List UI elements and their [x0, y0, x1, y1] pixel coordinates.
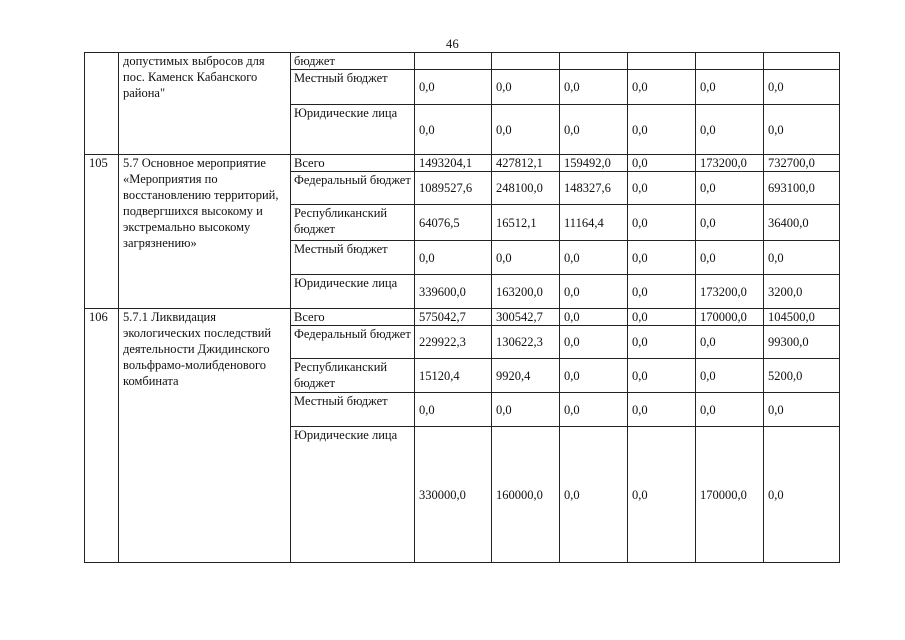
amount-cell: 339600,0 [415, 275, 492, 309]
amount-cell: 0,0 [560, 326, 628, 359]
measure-name: 5.7 Основное мероприятие «Мероприятия по восстановлению территорий, подвергшихся высокому и экстремально высокому загрязнению» [119, 155, 291, 309]
funding-source-label: Всего [291, 309, 415, 326]
amount-cell: 0,0 [628, 275, 696, 309]
funding-source-label: бюджет [291, 53, 415, 70]
amount-cell: 0,0 [764, 427, 840, 563]
amount-cell: 16512,1 [492, 205, 560, 241]
amount-cell: 173200,0 [696, 155, 764, 172]
amount-cell: 1089527,6 [415, 172, 492, 205]
table-row [85, 53, 840, 70]
amount-cell: 248100,0 [492, 172, 560, 205]
amount-cell: 170000,0 [696, 309, 764, 326]
row-index [85, 53, 119, 155]
amount-cell: 3200,0 [764, 275, 840, 309]
amount-cell: 0,0 [560, 241, 628, 275]
amount-cell: 732700,0 [764, 155, 840, 172]
funding-source-label: Всего [291, 155, 415, 172]
amount-cell: 229922,3 [415, 326, 492, 359]
funding-source-label: Местный бюджет [291, 241, 415, 275]
funding-source-label: Местный бюджет [291, 393, 415, 427]
funding-source-label: Юридические лица [291, 105, 415, 155]
amount-cell [764, 53, 840, 70]
amount-cell: 99300,0 [764, 326, 840, 359]
amount-cell: 0,0 [415, 70, 492, 105]
amount-cell: 0,0 [628, 205, 696, 241]
row-index: 105 [85, 155, 119, 309]
amount-cell [492, 53, 560, 70]
funding-source-label: Республиканский бюджет [291, 359, 415, 393]
amount-cell: 427812,1 [492, 155, 560, 172]
amount-cell: 148327,6 [560, 172, 628, 205]
amount-cell: 0,0 [492, 105, 560, 155]
amount-cell: 170000,0 [696, 427, 764, 563]
measure-name: допустимых выбросов для пос. Каменск Кабанского района" [119, 53, 291, 155]
amount-cell [628, 53, 696, 70]
amount-cell: 0,0 [560, 70, 628, 105]
amount-cell: 0,0 [764, 241, 840, 275]
amount-cell: 0,0 [696, 205, 764, 241]
amount-cell: 0,0 [764, 393, 840, 427]
amount-cell: 0,0 [696, 359, 764, 393]
amount-cell: 0,0 [696, 70, 764, 105]
amount-cell: 0,0 [560, 309, 628, 326]
amount-cell: 330000,0 [415, 427, 492, 563]
funding-source-label: Местный бюджет [291, 70, 415, 105]
funding-source-label: Федеральный бюджет [291, 172, 415, 205]
amount-cell: 0,0 [628, 155, 696, 172]
amount-cell: 0,0 [628, 70, 696, 105]
amount-cell: 0,0 [764, 105, 840, 155]
amount-cell: 0,0 [628, 393, 696, 427]
amount-cell: 0,0 [415, 241, 492, 275]
table-body [85, 53, 840, 563]
funding-source-label: Юридические лица [291, 275, 415, 309]
amount-cell: 693100,0 [764, 172, 840, 205]
amount-cell: 0,0 [764, 70, 840, 105]
amount-cell: 1493204,1 [415, 155, 492, 172]
amount-cell [696, 53, 764, 70]
amount-cell: 0,0 [628, 427, 696, 563]
amount-cell: 15120,4 [415, 359, 492, 393]
amount-cell: 0,0 [628, 359, 696, 393]
amount-cell: 0,0 [560, 393, 628, 427]
measure-name: 5.7.1 Ликвидация экологических последствий деятельности Джидинского вольфрамо-молибденового комбината [119, 309, 291, 563]
amount-cell: 0,0 [628, 326, 696, 359]
amount-cell: 0,0 [628, 172, 696, 205]
amount-cell: 575042,7 [415, 309, 492, 326]
amount-cell: 0,0 [696, 172, 764, 205]
amount-cell: 104500,0 [764, 309, 840, 326]
amount-cell: 0,0 [560, 105, 628, 155]
funding-source-label: Республиканский бюджет [291, 205, 415, 241]
funding-source-label: Юридические лица [291, 427, 415, 563]
amount-cell: 0,0 [696, 326, 764, 359]
amount-cell: 0,0 [628, 309, 696, 326]
amount-cell: 0,0 [628, 105, 696, 155]
amount-cell: 0,0 [628, 241, 696, 275]
amount-cell: 0,0 [415, 105, 492, 155]
amount-cell: 0,0 [560, 275, 628, 309]
amount-cell: 0,0 [492, 241, 560, 275]
row-index: 106 [85, 309, 119, 563]
amount-cell [415, 53, 492, 70]
amount-cell [560, 53, 628, 70]
amount-cell: 300542,7 [492, 309, 560, 326]
amount-cell: 0,0 [560, 427, 628, 563]
amount-cell: 159492,0 [560, 155, 628, 172]
amount-cell: 160000,0 [492, 427, 560, 563]
table-row [85, 155, 840, 172]
amount-cell: 163200,0 [492, 275, 560, 309]
amount-cell: 0,0 [696, 241, 764, 275]
amount-cell: 0,0 [415, 393, 492, 427]
amount-cell: 36400,0 [764, 205, 840, 241]
page-number: 46 [446, 37, 459, 51]
table-row [85, 309, 840, 326]
funding-table [84, 52, 840, 563]
amount-cell: 0,0 [696, 105, 764, 155]
amount-cell: 173200,0 [696, 275, 764, 309]
amount-cell: 0,0 [560, 359, 628, 393]
amount-cell: 5200,0 [764, 359, 840, 393]
amount-cell: 0,0 [492, 393, 560, 427]
amount-cell: 0,0 [492, 70, 560, 105]
amount-cell: 64076,5 [415, 205, 492, 241]
funding-source-label: Федеральный бюджет [291, 326, 415, 359]
amount-cell: 9920,4 [492, 359, 560, 393]
amount-cell: 130622,3 [492, 326, 560, 359]
amount-cell: 11164,4 [560, 205, 628, 241]
amount-cell: 0,0 [696, 393, 764, 427]
